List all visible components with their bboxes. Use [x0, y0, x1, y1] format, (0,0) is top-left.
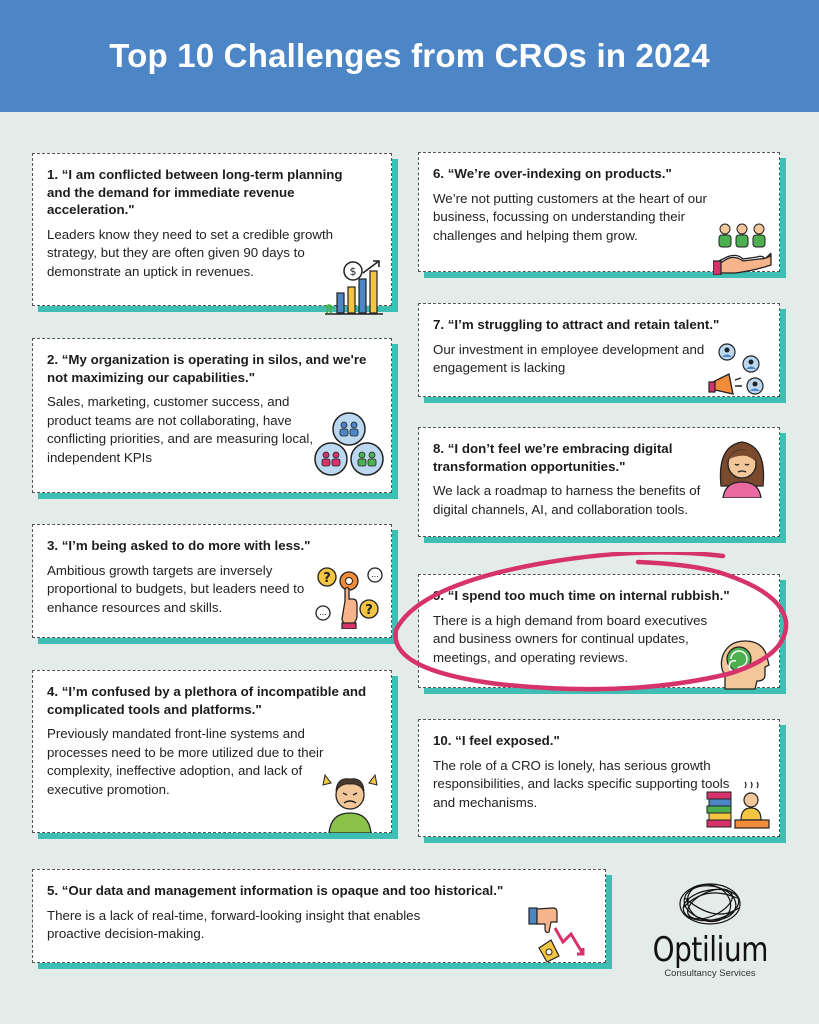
logo-scribble-icon [675, 878, 745, 930]
megaphone-recruit-icon [707, 342, 769, 402]
challenge-title: 3. “I’m being asked to do more with less." [47, 538, 311, 553]
challenge-description: Our investment in employee development and engagement is lacking [433, 341, 705, 375]
thumbs-down-decline-icon [525, 902, 587, 964]
challenge-description: Ambitious growth targets are inversely proportional to budgets, but leaders need to enhance resources and skills. [47, 562, 305, 615]
challenge-description: There is a high demand from board executives and business owners for continual updates, meetings, and operating reviews. [433, 612, 708, 665]
challenge-description: The role of a CRO is lonely, has serious growth responsibilities, and lacks specific supporting tools and mechanisms. [433, 757, 730, 810]
challenge-card-9 [418, 574, 780, 688]
challenge-card-5 [32, 869, 606, 963]
challenge-title: 9. “I spend too much time on internal rubbish." [433, 588, 730, 603]
optilium-logo [640, 878, 780, 979]
header-banner [0, 0, 819, 112]
challenge-title: 10. “I feel exposed." [433, 733, 560, 748]
challenge-card-10 [418, 719, 780, 837]
challenge-card-8 [418, 427, 780, 537]
logo-name: Optilium [652, 930, 768, 970]
challenge-card-3 [32, 524, 392, 638]
svg-text:...: ... [319, 607, 327, 617]
challenge-title: 2. “My organization is operating in silos, and we're not maximizing our capabilities." [47, 352, 367, 385]
challenge-title: 7. “I’m struggling to attract and retain talent." [433, 317, 720, 332]
challenge-card-6 [418, 152, 780, 272]
logo-subtitle: Consultancy Services [664, 968, 756, 979]
overwhelmed-head-icon [717, 637, 773, 691]
challenge-description: There is a lack of real-time, forward-looking insight that enables proactive decision-making. [47, 907, 421, 941]
teams-silos-icon [313, 411, 385, 479]
challenge-title: 5. “Our data and management information is opaque and too historical." [47, 883, 504, 898]
svg-text:?: ? [323, 571, 331, 586]
challenge-card-2 [32, 338, 392, 493]
svg-text:...: ... [371, 569, 379, 579]
challenge-title: 8. “I don’t feel we’re embracing digital transformation opportunities." [433, 441, 673, 474]
svg-text:$: $ [349, 265, 357, 278]
challenge-card-7 [418, 303, 780, 397]
challenge-title: 6. “We’re over-indexing on products." [433, 166, 672, 181]
growth-chart-icon [323, 259, 385, 315]
challenge-description: Previously mandated front-line systems and processes need to be more utilized due to their complexity, ineffective adoption, and lack of executive promotion. [47, 726, 324, 797]
challenge-description: Sales, marketing, customer success, and product teams are not collaborating, have conflicting priorities, and are measuring local, independent KPIs [47, 394, 314, 465]
challenge-card-1 [32, 153, 392, 306]
page-title: Top 10 Challenges from CROs in 2024 [109, 37, 710, 74]
frustrated-person-icon [317, 771, 383, 833]
customers-hand-icon [713, 221, 773, 275]
challenge-card-4 [32, 670, 392, 833]
sad-woman-icon [713, 436, 771, 498]
challenge-description: We lack a roadmap to harness the benefits of digital channels, AI, and collaboration tools. [433, 483, 701, 517]
lonely-person-desk-icon [705, 778, 771, 832]
challenge-description: Leaders know they need to set a credible growth strategy, but they are often given 90 days to demonstrate an uptick in revenues. [47, 226, 334, 279]
svg-text:?: ? [365, 603, 373, 618]
challenge-title: 1. “I am conflicted between long-term planning and the demand for immediate revenue acceleration." [47, 167, 343, 217]
challenge-description: We’re not putting customers at the heart of our business, focussing on understanding their challenges and helping them grow. [433, 190, 707, 243]
hand-gear-questions-icon [315, 561, 383, 629]
challenge-title: 4. “I’m confused by a plethora of incompatible and complicated tools and platforms." [47, 684, 367, 717]
